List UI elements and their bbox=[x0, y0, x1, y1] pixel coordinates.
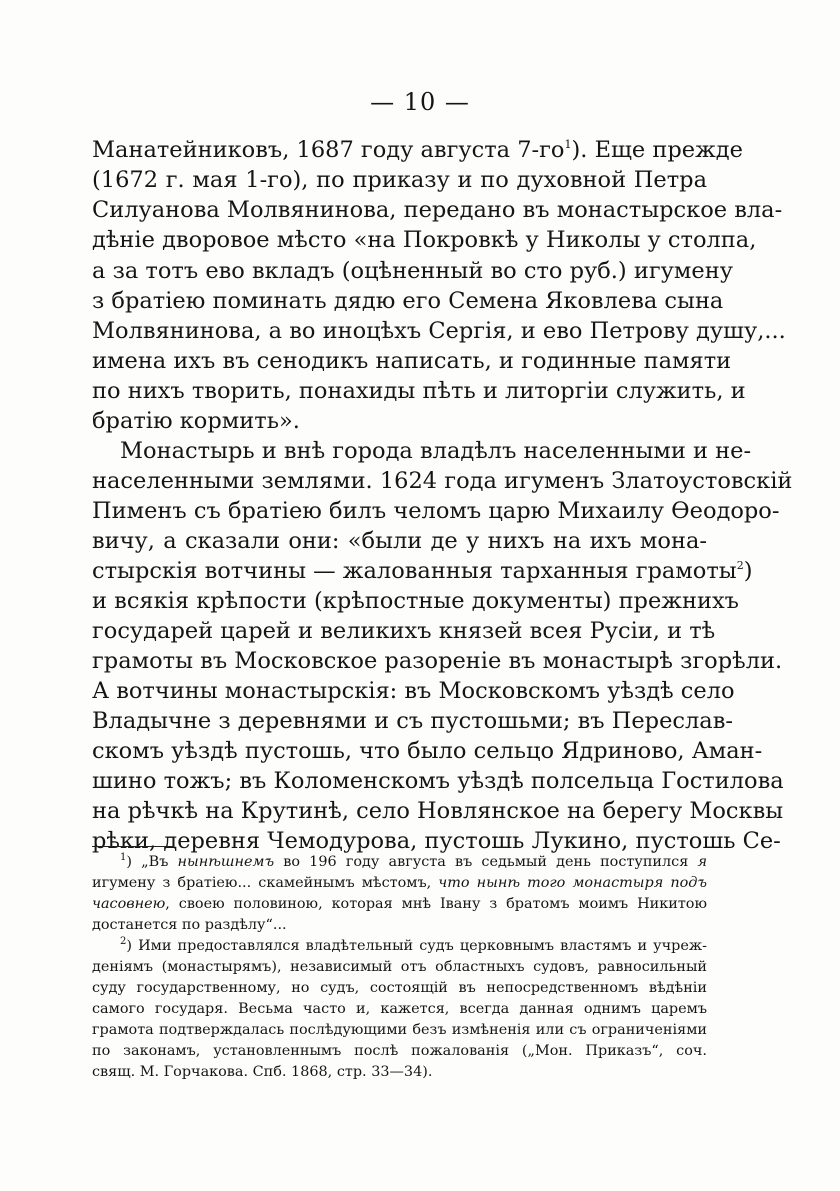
footnote-2-line: деніямъ (монастырямъ), независимый отъ областныхъ судовъ, равносильный bbox=[92, 959, 707, 975]
page-number: — 10 — bbox=[370, 88, 470, 116]
text-line: грамоты въ Московское разореніе въ монастырѣ згорѣли. bbox=[92, 648, 783, 674]
footnote-2-line: свящ. М. Горчакова. Спб. 1868, стр. 33—34). bbox=[92, 1064, 433, 1080]
text-line: Силуанова Молвянинова, передано въ монастырское вла- bbox=[92, 197, 783, 223]
text-line: вичу, а сказали они: «были де у нихъ на ихъ мона- bbox=[92, 528, 707, 554]
footnote-2-line: по законамъ, установленнымъ послѣ пожалованія („Мон. Приказъ“, соч. bbox=[92, 1043, 707, 1059]
footnote-divider bbox=[92, 846, 174, 847]
footnote-2-line: грамота подтверждалась послѣдующими безъ измѣненія или съ ограниченіями bbox=[92, 1022, 707, 1038]
text-line: Молвянинова, а во иноцѣхъ Сергія, и ево Петрову душу,... bbox=[92, 318, 786, 344]
text-line: государей царей и великихъ князей всея Русіи, и тѣ bbox=[92, 618, 716, 644]
footnote-2-line: $^2$) Ими предоставлялся владѣтельный судъ церковнымъ властямъ и учреж- bbox=[120, 936, 707, 954]
text-line: скомъ уѣздѣ пустошь, что было сельцо Ядриново, Аман- bbox=[92, 738, 763, 764]
text-line: имена ихъ въ сенодикъ написать, и годинные памяти bbox=[92, 348, 732, 374]
text-line: Владычне з деревнями и съ пустошьми; въ Переслав- bbox=[92, 708, 733, 734]
footnote-2-line: суду государственному, но судъ, состоящій въ непосредственномъ вѣдѣніи bbox=[92, 980, 707, 996]
text-line: Манатейниковъ, 1687 году августа $7-го^1$). Еще прежде bbox=[92, 137, 743, 163]
footnote-2-line: самого государя. Весьма часто и, кажется, всегда данная однимъ царемъ bbox=[92, 1001, 707, 1017]
footnote-1-line: игумену з братіею... скамейнымъ мѣстомъ, что нынѣ того монастыря подъ bbox=[92, 875, 707, 891]
text-line: по нихъ творить, понахиды пѣть и литоргіи служить, и bbox=[92, 378, 746, 404]
text-line: братію кормить». bbox=[92, 408, 300, 434]
footnote-1-line: $^1$) „Въ нынѣшнемъ во 196 году августа въ седьмый день поступился я bbox=[120, 852, 707, 870]
text-line: А вотчины монастырскія: въ Московскомъ уѣздѣ село bbox=[92, 678, 735, 704]
text-line: населенными землями. 1624 года игуменъ Златоустовскій bbox=[92, 468, 793, 494]
text-line: з братіею поминать дядю его Семена Яковлева сына bbox=[92, 288, 724, 314]
footnote-ref-2: 2 bbox=[736, 559, 744, 572]
text-line: а за тотъ ево вкладъ (оцѣненный во сто руб.) игумену bbox=[92, 258, 733, 284]
text-line: Пименъ съ братіею билъ челомъ царю Михаилу Ѳеодоро- bbox=[92, 498, 780, 524]
text-line: рѣки, деревня Чемодурова, пустошь Лукино, пустошь Се- bbox=[92, 828, 781, 854]
text-line: и всякія крѣпости (крѣпостные документы) прежнихъ bbox=[92, 588, 739, 614]
footnote-ref-1: 1 bbox=[564, 138, 572, 151]
text-line: дѣніе дворовое мѣсто «на Покровкѣ у Николы у столпа, bbox=[92, 227, 757, 253]
footnote-1-line: достанется по раздѣлу“... bbox=[92, 917, 287, 933]
text-line: (1672 г. мая 1-го), по приказу и по духовной Петра bbox=[92, 167, 707, 193]
text-line: стырскія вотчины — жалованныя тарханныя грамоты$^2$) bbox=[92, 558, 753, 584]
text-line: Монастырь и внѣ города владѣлъ населенными и не- bbox=[120, 438, 752, 464]
text-line: на рѣчкѣ на Крутинѣ, село Новлянское на берегу Москвы bbox=[92, 798, 784, 824]
footnote-1-line: часовнею, своею половиною, которая мнѣ Івану з братомъ моимъ Никитою bbox=[92, 896, 707, 912]
text-line: шино тожъ; въ Коломенскомъ уѣздѣ полсельца Гостилова bbox=[92, 768, 784, 794]
